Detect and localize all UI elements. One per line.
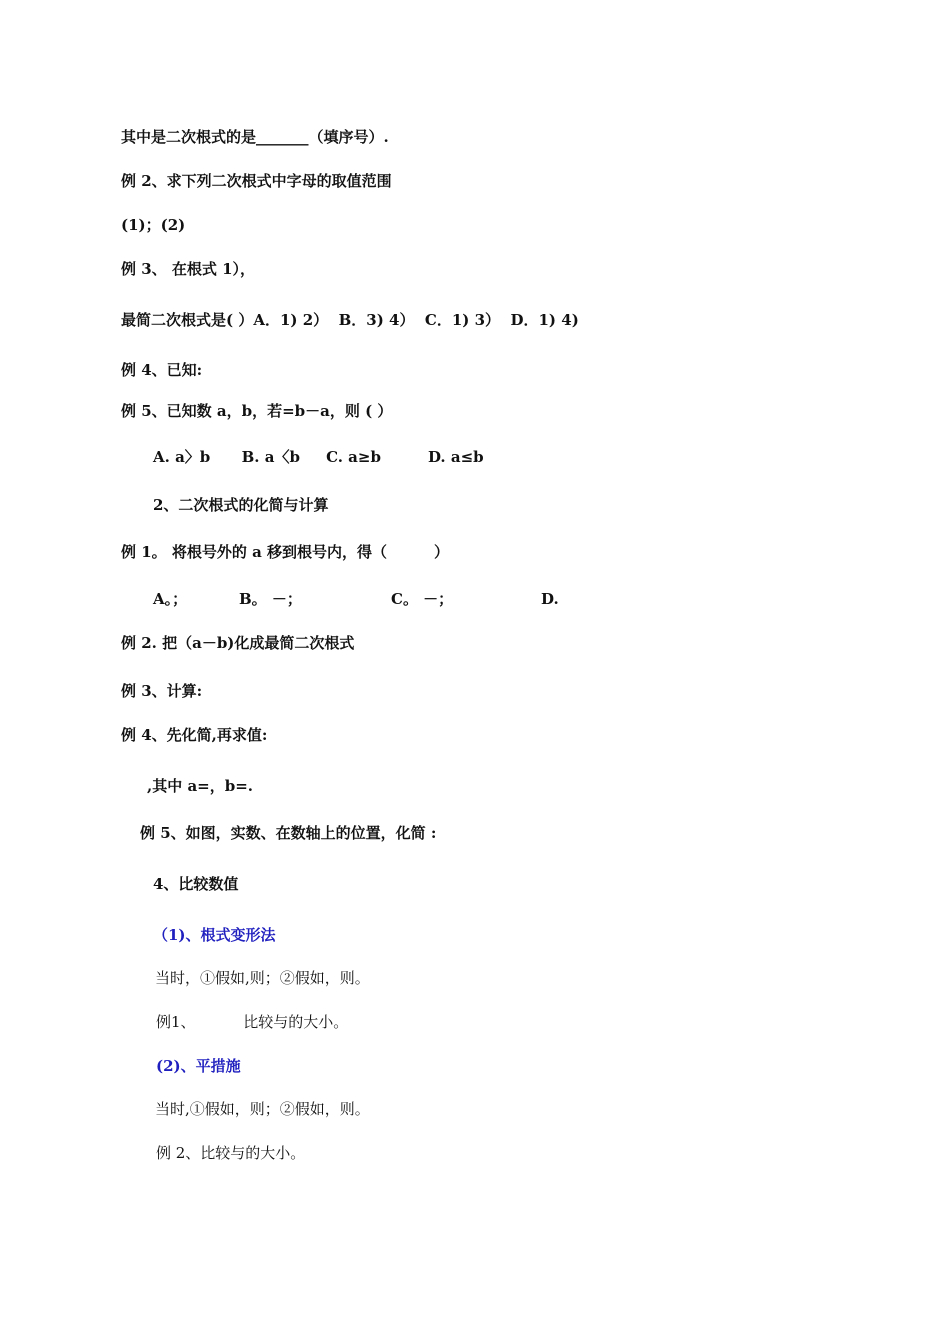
section-2-example-2: 例 2. 把（a－b)化成最简二次根式 xyxy=(121,634,355,652)
example-5-heading: 例 5、已知数 a，b，若=b－a，则 ( ） xyxy=(121,402,393,420)
example-5-options: A. a〉b B. a〈b C. a≥b D. a≤b xyxy=(153,448,484,466)
section-2-heading: 2、二次根式的化简与计算 xyxy=(153,496,329,514)
section-4-heading: 4、比较数值 xyxy=(153,875,239,893)
method-1-heading: （1)、根式变形法 xyxy=(153,926,276,944)
section-2-example-3: 例 3、计算: xyxy=(121,682,203,700)
section-2-example-4: 例 4、先化简,再求值: xyxy=(121,726,268,744)
section-2-example-5: 例 5、如图，实数、在数轴上的位置，化简 : xyxy=(140,824,437,842)
example-2-heading: 例 2、求下列二次根式中字母的取值范围 xyxy=(121,172,392,190)
example-4-condition: ,其中 a=，b=. xyxy=(147,777,254,795)
method-2-heading: (2)、平措施 xyxy=(156,1057,241,1075)
option-c: C。 －； xyxy=(391,590,454,608)
example-2-parts: (1)；(2) xyxy=(121,216,186,234)
example-3-heading: 例 3、 在根式 1）， xyxy=(121,260,256,278)
option-b: B。 －； xyxy=(239,590,302,608)
option-d: D. xyxy=(541,590,559,608)
section-2-example-1: 例 1。 将根号外的 a 移到根号内，得（ ） xyxy=(121,543,450,561)
method-1-rule: 当时，①假如,则；②假如，则。 xyxy=(155,969,370,987)
method-2-rule: 当时,①假如，则；②假如，则。 xyxy=(155,1100,370,1118)
example-3-options: 最简二次根式是( ）A．1) 2） B．3) 4） C．1) 3） D．1) 4) xyxy=(121,311,579,329)
option-a: A。； xyxy=(153,590,188,608)
method-1-example: 例1、 比较与的大小。 xyxy=(156,1013,349,1031)
fill-blank-question-text: 其中是二次根式的是_______（填序号）. xyxy=(121,128,389,146)
example-4-heading: 例 4、已知: xyxy=(121,361,203,379)
method-2-example: 例 2、比较与的大小。 xyxy=(156,1144,306,1162)
